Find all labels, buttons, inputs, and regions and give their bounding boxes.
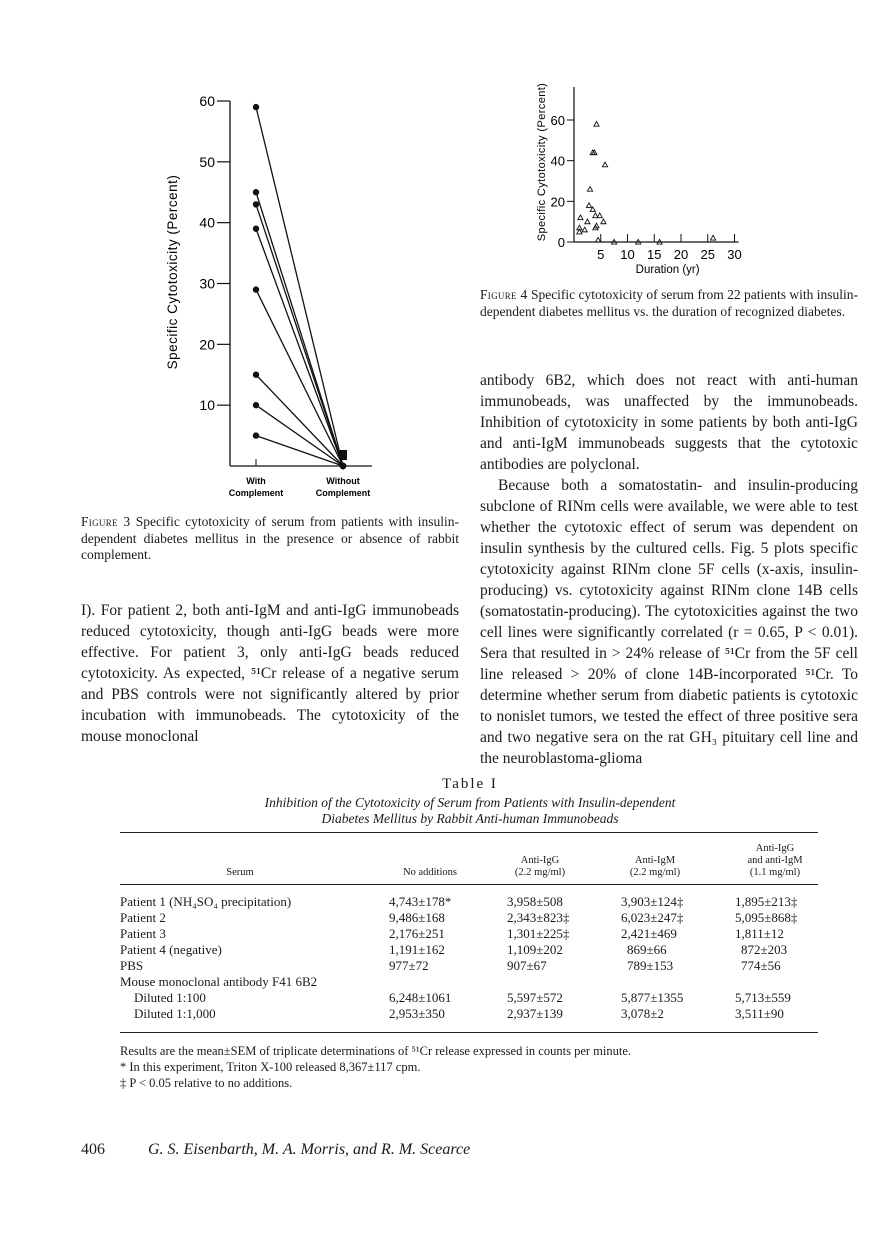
cell-anti-igm: 869±66 [627, 942, 667, 957]
series-line [256, 229, 343, 466]
figure-3 [160, 88, 390, 508]
data-point-with [253, 432, 259, 438]
cell-no-additions: 1,191±162 [389, 942, 445, 957]
data-point-with [253, 402, 259, 408]
figure-4-chart [530, 82, 800, 282]
data-point [711, 235, 716, 240]
cell-anti-igg: 2,937±139 [507, 1006, 563, 1021]
cell-no-additions: 6,248±1061 [389, 990, 452, 1005]
cell-serum: PBS [120, 958, 144, 973]
data-point [602, 162, 607, 167]
data-point-with [253, 104, 259, 110]
cell-anti-igg: 907±67 [507, 958, 547, 973]
x-tick-label: 5 [597, 247, 605, 262]
figure-4-caption [480, 287, 858, 320]
cell-anti-igg [505, 974, 619, 990]
table-row [120, 942, 818, 958]
cell-both: 872±203 [741, 942, 788, 957]
cell-no-additions [387, 974, 505, 990]
data-point-with [253, 189, 259, 195]
cell-both [735, 974, 818, 990]
x-tick-label: 25 [700, 247, 715, 262]
y-tick-label: 10 [199, 397, 215, 414]
data-point [594, 121, 599, 126]
table-row [120, 990, 818, 1006]
table-header-rule [120, 884, 818, 885]
cell-anti-igm: 6,023±247‡ [621, 910, 684, 925]
x-category-label: With [246, 476, 266, 486]
figure-4 [530, 82, 800, 282]
data-point [601, 219, 606, 224]
cell-both: 774±56 [741, 958, 781, 973]
y-tick-label: 20 [550, 194, 565, 210]
right-paragraph-1: antibody 6B2, which does not react with anti-human immunobeads, was unaffected by the immunobeads. Inhibition of cytotoxicity in some patients by both anti-IgG and anti-IgM immunobeads suggests that the cytotoxic antibodies are polyclonal. [480, 372, 858, 473]
figure-4-caption-text: Specific cytotoxicity of serum from 22 patients with insulin-dependent diabetes mellitus vs. the duration of recognized diabetes. [480, 287, 858, 319]
cell-no-additions: 4,743±178* [389, 894, 452, 909]
cell-both: 5,713±559 [735, 990, 791, 1005]
table-subtitle-2: Diabetes Mellitus by Rabbit Anti-human Immunobeads [321, 811, 619, 826]
left-column-text [81, 600, 459, 747]
data-point [578, 215, 583, 220]
cell-anti-igm: 5,877±1355 [621, 990, 684, 1005]
x-tick-label: 30 [727, 247, 742, 262]
cell-no-additions: 2,176±251 [389, 926, 445, 941]
cell-anti-igm: 2,421±469 [621, 926, 677, 941]
cell-serum: Patient 1 (NH₄SO₄ precipitation) [120, 894, 292, 909]
footnote-3: ‡ P < 0.05 relative to no additions. [120, 1076, 293, 1090]
cell-anti-igm: 789±153 [627, 958, 674, 973]
cell-serum: Patient 4 (negative) [120, 942, 222, 957]
cell-serum: Patient 3 [120, 926, 166, 941]
col-header-anti-igm-line2: (2.2 mg/ml) [629, 867, 681, 878]
y-tick-label: 50 [199, 153, 215, 170]
col-header-serum: Serum [226, 867, 254, 878]
data-table [120, 894, 818, 1022]
y-tick-label: 60 [199, 93, 215, 109]
table-title: Table I [442, 776, 498, 792]
x-tick-label: 15 [647, 247, 662, 262]
data-point-cluster [340, 450, 347, 460]
table-row [120, 926, 818, 942]
series-line [256, 204, 343, 466]
data-point [585, 219, 590, 224]
table-row [120, 894, 818, 910]
page-number: 406 [81, 1141, 105, 1158]
col-header-both [725, 843, 825, 879]
table-footnotes [120, 1043, 840, 1091]
cell-anti-igg: 3,958±508 [507, 894, 563, 909]
data-point-with [253, 226, 259, 232]
figure-3-caption [81, 514, 459, 564]
left-paragraph: I). For patient 2, both anti-IgM and anti-IgG immunobeads reduced cytotoxicity, though anti-IgG beads were more effective. For patient 3, only anti-IgG beads reduced cytotoxicity. As expected, ⁵¹Cr release of a negative serum and PBS controls were not significantly altered by prior incubation with immunobeads. The cytotoxicity of the mouse monoclonal [81, 602, 459, 745]
data-point [586, 203, 591, 208]
series-line [256, 375, 343, 466]
col-header-no-additions: No additions [403, 867, 457, 878]
table-top-rule [120, 832, 818, 833]
x-category-label: Complement [315, 488, 371, 498]
col-header-anti-igm-line1: Anti-IgM [634, 855, 676, 866]
y-tick-label: 20 [199, 336, 215, 353]
cell-anti-igm: 3,903±124‡ [621, 894, 684, 909]
table-row [120, 974, 818, 990]
cell-anti-igg: 1,109±202 [507, 942, 563, 957]
data-point [595, 237, 600, 242]
col-header-anti-igg [495, 855, 585, 879]
y-axis-label: Specific Cytotoxicity (Percent) [536, 82, 548, 242]
x-category-label: Without [326, 476, 360, 486]
cell-no-additions: 9,486±168 [389, 910, 445, 925]
data-point-with [253, 372, 259, 378]
figure-3-caption-text: Specific cytotoxicity of serum from patients with insulin-dependent diabetes mellitus in the presence or absence of rabbit complement. [81, 514, 459, 562]
col-header-anti-igm [610, 855, 700, 879]
cell-both: 1,895±213‡ [735, 894, 798, 909]
table-bottom-rule [120, 1032, 818, 1033]
cell-no-additions: 977±72 [389, 958, 429, 973]
right-column-text [480, 370, 858, 769]
running-authors: G. S. Eisenbarth, M. A. Morris, and R. M. Scearce [148, 1141, 471, 1158]
figure-3-chart [160, 88, 390, 508]
cell-no-additions: 2,953±350 [389, 1006, 445, 1021]
cell-anti-igm: 3,078±2 [621, 1006, 664, 1021]
cell-serum: Mouse monoclonal antibody F41 6B2 [120, 974, 318, 989]
cell-both: 3,511±90 [735, 1006, 784, 1021]
data-point [597, 213, 602, 218]
col-header-both-line2: and anti-IgM [747, 855, 803, 866]
col-header-both-line1: Anti-IgG [755, 843, 795, 854]
cell-both: 1,811±12 [735, 926, 784, 941]
cell-serum: Diluted 1:1,000 [134, 1006, 216, 1021]
cell-anti-igm [619, 974, 735, 990]
y-tick-label: 30 [199, 275, 215, 292]
cell-anti-igg: 1,301±225‡ [507, 926, 570, 941]
cell-serum: Patient 2 [120, 910, 166, 925]
cell-anti-igg: 2,343±823‡ [507, 910, 570, 925]
table-row [120, 1006, 818, 1022]
col-header-both-line3: (1.1 mg/ml) [749, 867, 801, 878]
y-tick-label: 0 [557, 235, 565, 250]
cell-anti-igg: 5,597±572 [507, 990, 563, 1005]
data-point [587, 187, 592, 192]
table-row [120, 958, 818, 974]
data-point [582, 227, 587, 232]
table-subtitle-1: Inhibition of the Cytotoxicity of Serum from Patients with Insulin-dependent [264, 795, 676, 810]
cell-both: 5,095±868‡ [735, 910, 798, 925]
x-category-label: Complement [228, 488, 284, 498]
table-row [120, 910, 818, 926]
right-paragraph-2: Because both a somatostatin- and insulin-producing subclone of RINm cells were available, we were able to test whether the cytotoxic effect of serum was dependent on insulin synthesis by the cultured cells. Fig. 5 plots specific cytotoxicity against RINm clone 5F cells (x-axis, insulin-producing) vs. cytotoxicity against RINm clone 14B cells (somatostatin-producing). The cytotoxicities against the two cell lines were significantly correlated (r = 0.65, P < 0.01). Sera that resulted in > 24% release of ⁵¹Cr from the 5F cell line released > 20% of clone 14B-incorporated ⁵¹Cr. To determine whether serum from diabetic patients is cytotoxic to nonislet tumors, we tested the effect of three positive sera and two negative sera on the rat GH₃ pituitary cell line and the neuroblastoma-glioma [480, 477, 858, 767]
y-tick-label: 40 [550, 153, 565, 169]
x-tick-label: 20 [673, 247, 689, 262]
figure-4-label: Figure 4 [480, 287, 528, 302]
col-header-anti-igg-line2: (2.2 mg/ml) [514, 867, 566, 878]
footnote-2: * In this experiment, Triton X-100 released 8,367±117 cpm. [120, 1060, 421, 1074]
cell-serum: Diluted 1:100 [134, 990, 206, 1005]
y-tick-label: 60 [550, 113, 565, 128]
y-tick-label: 40 [199, 214, 215, 231]
figure-3-label: Figure 3 [81, 514, 131, 529]
col-header-anti-igg-line1: Anti-IgG [520, 855, 560, 866]
data-point-with [253, 286, 259, 292]
series-line [256, 107, 343, 466]
y-axis-label: Specific Cytotoxicity (Percent) [165, 174, 180, 370]
data-point-without [340, 463, 346, 469]
data-point-with [253, 201, 259, 207]
footnote-1: Results are the mean±SEM of triplicate determinations of ⁵¹Cr release expressed in counts per minute. [120, 1044, 631, 1058]
table-body [120, 894, 818, 1022]
x-tick-label: 10 [620, 247, 635, 262]
x-axis-label: Duration (yr) [635, 264, 700, 276]
